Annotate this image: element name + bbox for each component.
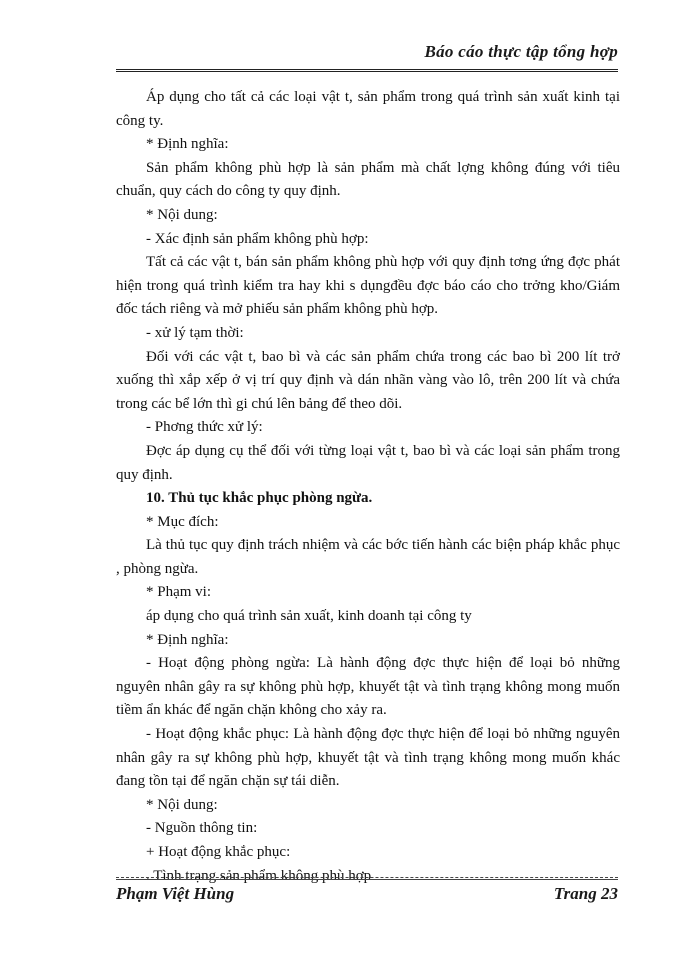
body-paragraph: * Định nghĩa: [146,136,229,153]
footer-page-number: Trang 23 [553,884,618,903]
body-paragraph: Đối với các vật t, bao bì và các sản phẩm chứa trong các bao bì 200 lít trở xuống thì xắp xếp ở vị trí quy định và dán nhãn vàng vào lô, trên 200 lít và chứa trong các bể lớn thì gi chú lên bảng để theo dõi. [116,348,620,412]
page-header-title: Báo cáo thực tập tổng hợp [424,42,618,61]
body-paragraph: Áp dụng cho tất cả các loại vật t, sản phẩm trong quá trình sản xuất kinh tại công ty. [116,89,620,129]
body-paragraph: * Phạm vi: [146,584,212,601]
footer-author: Phạm Việt Hùng [116,884,235,903]
body-paragraph: áp dụng cho quá trình sản xuất, kinh doanh tại công ty [146,608,472,625]
body-paragraph: Tất cả các vật t, bán sản phẩm không phù hợp với quy định tơng ứng đợc phát hiện trong quá trình kiểm tra hay khi s dụngđều đợc báo cáo cho trởng kho/Giám đốc tách riêng và mở phiếu sản phẩm không phù hợp. [116,254,620,318]
body-paragraph: Đợc áp dụng cụ thể đối với từng loại vật t, bao bì và các loại sản phẩm trong quy định. [116,442,620,483]
body-paragraph: * Định nghĩa: [146,631,229,648]
document-body [116,86,620,888]
header-divider [116,69,618,72]
body-paragraph: - Hoạt động phòng ngừa: Là hành động đợc thực hiện để loại bỏ những nguyên nhân gây ra sự không phù hợp, khuyết tật và tình trạng không mong muốn tiềm ẩn khác để ngăn chặn không cho xảy ra. [116,655,620,719]
body-paragraph: - Hoạt động khắc phục: Là hành động đợc thực hiện để loại bỏ những nguyên nhân gây ra sự không phù hợp, khuyết tật và tình trạng không mong muốn khác đang tồn tại để ngăn chặn sự tái diễn. [116,726,620,790]
footer-divider [116,877,618,880]
body-paragraph: - xử lý tạm thời: [146,324,244,341]
body-paragraph: . Tình trạng sản phẩm không phù hợp [146,867,372,884]
body-paragraph: - Xác định sản phẩm không phù hợp: [146,230,369,247]
body-paragraph: * Mục đích: [146,513,219,530]
body-paragraph: Là thủ tục quy định trách nhiệm và các bớc tiến hành các biện pháp khắc phục , phòng ngừa. [116,537,620,577]
body-paragraph: - Phơng thức xử lý: [146,419,263,436]
body-paragraph: - Nguồn thông tin: [146,820,258,837]
body-paragraph: * Nội dung: [146,206,218,223]
body-paragraph: * Nội dung: [146,796,218,813]
body-paragraph: + Hoạt động khắc phục: [146,844,291,860]
body-paragraph: Sản phẩm không phù hợp là sản phẩm mà chất lợng không đúng với tiêu chuẩn, quy cách do công ty quy định. [116,159,620,200]
section-heading: 10. Thủ tục khắc phục phòng ngừa. [146,490,373,507]
